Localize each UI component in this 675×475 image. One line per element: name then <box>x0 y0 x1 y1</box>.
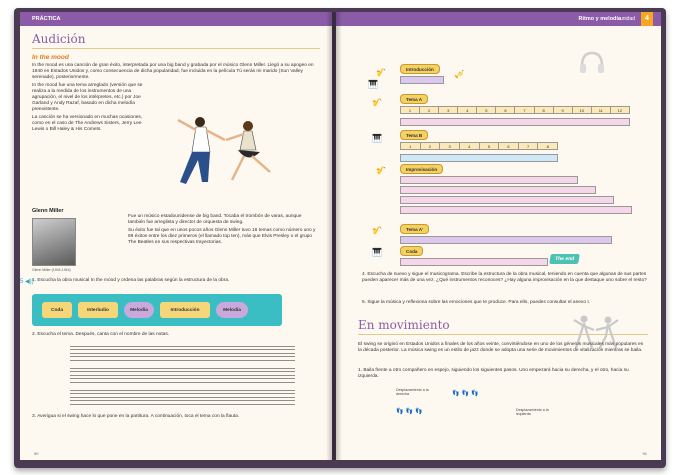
tema-a-cell: 10 <box>573 107 592 113</box>
tema-b-cell: 1 <box>401 143 421 149</box>
glenn-miller-caption: Glenn Miller (1904-1944) <box>32 268 71 272</box>
the-end-badge: The end <box>549 254 580 264</box>
tema-b-cell: 6 <box>499 143 519 149</box>
improvisacion-bar-1 <box>400 176 578 184</box>
structure-word-bar <box>32 294 282 326</box>
left-header <box>20 12 332 26</box>
trumpet-icon: 🎺 <box>454 70 464 79</box>
question-1-text: 1. Escucha la obra musical In the mood y ordena las palabras según la estructura de la obra. <box>32 278 230 283</box>
book-spine-shadow <box>326 12 342 460</box>
left-header-label: PRÁCTICA <box>32 16 61 22</box>
improvisacion-bar-4 <box>400 206 632 214</box>
glenn-miller-block <box>32 208 322 272</box>
section-2-text: El swing se originó en Estados Unidos a finales de los años veinte, convirtiéndose en uno de los géneros musicales más populares en la década posterior. La música swing es un estilo de jazz donde se adopta una serie de movimientos de vitalización mientras se baila. <box>358 342 644 353</box>
unit-label: unidad <box>619 16 635 22</box>
tema-a-lower-bar <box>400 118 630 126</box>
musicogram <box>368 52 647 282</box>
glenn-miller-text <box>128 214 318 248</box>
piano-icon: 🎹 <box>368 80 378 89</box>
dance-question-1 <box>358 368 648 380</box>
footprints-right-icon: 👣👣👣 <box>452 391 481 397</box>
swing-dancers-illustration <box>170 112 280 207</box>
tema-a-cell: 4 <box>458 107 477 113</box>
tema-a-cell: 12 <box>617 107 623 113</box>
improvisacion-bar-3 <box>400 196 614 204</box>
word-interludio[interactable]: Interludio <box>78 302 118 318</box>
tema-a-cell: 2 <box>420 107 439 113</box>
left-page <box>20 12 332 460</box>
music-staff-2 <box>70 368 295 384</box>
glenn-paragraph-1: Fue un músico estadounidense de big band. Tocaba el trombón de varas, aunque también fue arreglista y director de orquesta de swing. <box>128 214 302 225</box>
coda-bar <box>400 258 548 266</box>
piano-icon-2: 🎹 <box>372 134 382 143</box>
tema-a-cell: 6 <box>496 107 515 113</box>
dance-steps-diagram <box>396 386 606 426</box>
saxophone-icon-4: 🎷 <box>372 226 382 235</box>
label-tema-b: Tema B <box>400 130 428 140</box>
tema-a-cell: 8 <box>535 107 554 113</box>
music-staff-3 <box>70 390 295 406</box>
word-coda[interactable]: Coda <box>42 302 72 318</box>
question-5 <box>362 300 647 306</box>
word-introduccion[interactable]: Introducción <box>160 302 210 318</box>
tema-a-cell: 1 <box>401 107 420 113</box>
footprints-left-icon: 👣👣👣 <box>396 409 425 415</box>
subtitle-in-the-mood: In the mood <box>32 54 69 61</box>
tema-b-cell: 7 <box>519 143 539 149</box>
right-page-number: 91 <box>642 451 647 456</box>
tema-a-cell: 3 <box>439 107 458 113</box>
tema-a-bar <box>400 106 630 114</box>
label-tema-a: Tema A <box>400 94 428 104</box>
tema-a-cell: 9 <box>554 107 573 113</box>
word-melodia-1[interactable]: Melodía <box>124 302 154 318</box>
glenn-paragraph-2: Su éxito fue tal que en unos pocos años Glenn Miller tuvo 16 temas como número uno y 69 éxitos entre los diez primeros (el llamado top ten), más que Elvis Presley o el grupo The Beatles en sus respectivas trayectorias. <box>128 228 316 245</box>
label-coda: Coda <box>400 246 423 256</box>
section-title-en-movimiento: En movimiento <box>358 318 450 332</box>
saxophone-icon-2: 🎷 <box>372 98 382 107</box>
improvisacion-bar-2 <box>400 186 596 194</box>
right-header <box>336 12 661 26</box>
audio-track-icon[interactable]: 5 ◀)) <box>20 279 34 285</box>
question-2-text: 2. Escucha el tema. Después, canta con el nombre de las notas. <box>32 332 170 337</box>
music-staff-1 <box>70 346 295 362</box>
section-2-paragraph <box>358 342 648 354</box>
question-4-text: 4. Escucha de nuevo y sigue el musicograma. Escribe la estructura de la obra musical, teniendo en cuenta que algunas de sus partes pueden aparecer más de una vez. ¿Qué instrumentos reconoces? ¿Hay alguna improvisación en la que destaque uno sobre el resto? <box>362 272 647 283</box>
question-2 <box>32 332 322 338</box>
tema-b-cell: 4 <box>460 143 480 149</box>
tema-a-cell: 5 <box>477 107 496 113</box>
label-improvisacion: Improvisación <box>400 164 443 174</box>
intro-paragraph-2: In the mood fue una tema arreglado (versión que se realiza a la medida de los instrumentos de una agrupación, el nivel de los intérpretes, etc.) por Joe Garland y Andy Razaf, basado en dicha melodía preexistente. <box>32 83 143 112</box>
tema-b-bar <box>400 142 558 150</box>
right-page <box>336 12 661 460</box>
tema-a-prime-bar <box>400 236 612 244</box>
step-right-label: Desplazamiento a la derecha <box>396 388 429 396</box>
tema-a-cell: 7 <box>515 107 534 113</box>
question-4 <box>362 272 647 284</box>
tema-b-cell: 5 <box>480 143 500 149</box>
tema-b-cell: 3 <box>440 143 460 149</box>
question-3 <box>32 414 322 420</box>
tema-b-lower-bar <box>400 154 558 162</box>
glenn-miller-portrait <box>32 218 76 266</box>
intro-paragraph-1: In the mood es una canción de gran éxito, interpretada por una big band y grabada por el músico Glenn Miller. Llegó a su apogeo en 1940 en Estados Unidos y, como consecuencia de dicha popularidad, fue incluida en la película Tú serás mi marido (Sun Valley serenade), posteriormente. <box>32 63 314 80</box>
right-header-label: Ritmo y melodía <box>578 16 621 22</box>
question-5-text: 5. Sigue la música y reflexiona sobre las emociones que te produce. Para ello, puedes consultar el anexo I. <box>362 300 590 305</box>
label-introduccion: Introducción <box>400 64 440 74</box>
question-3-text: 3. Averigua si el swing hace lo que pone en la partitura. A continuación, toca el tema con la flauta. <box>32 414 240 419</box>
dance-question-1-text: 1. Baila frente a otro compañero en espejo, siguiendo los siguientes pasos. Uno empezará hacia su derecha, y el otro, hacia su izquierda. <box>358 368 629 379</box>
label-tema-a-prime: Tema A' <box>400 224 429 234</box>
saxophone-icon-3: 🎷 <box>376 166 386 175</box>
left-page-number: 90 <box>34 451 39 456</box>
section-title-audicion: Audición <box>32 32 86 46</box>
saxophone-icon: 🎷 <box>376 68 386 77</box>
tema-b-cell: 2 <box>421 143 441 149</box>
piano-icon-3: 🎹 <box>372 248 382 257</box>
tema-b-cell: 8 <box>546 143 549 149</box>
step-left-label: Desplazamiento a la izquierda <box>516 408 549 416</box>
title-divider <box>32 48 320 49</box>
unit-number-tab: 4 <box>641 12 653 26</box>
question-1 <box>20 278 322 285</box>
glenn-miller-heading: Glenn Miller <box>32 208 64 214</box>
intro-paragraph-3: La canción se ha versionado en muchas ocasiones, como en el caso de The Andrews Sisters, Jerry Lee Lewis o Bill Haley & His Comets. <box>32 115 143 132</box>
introduccion-bar <box>400 76 444 84</box>
word-melodia-2[interactable]: Melodía <box>216 302 248 318</box>
tema-a-cell: 11 <box>592 107 611 113</box>
